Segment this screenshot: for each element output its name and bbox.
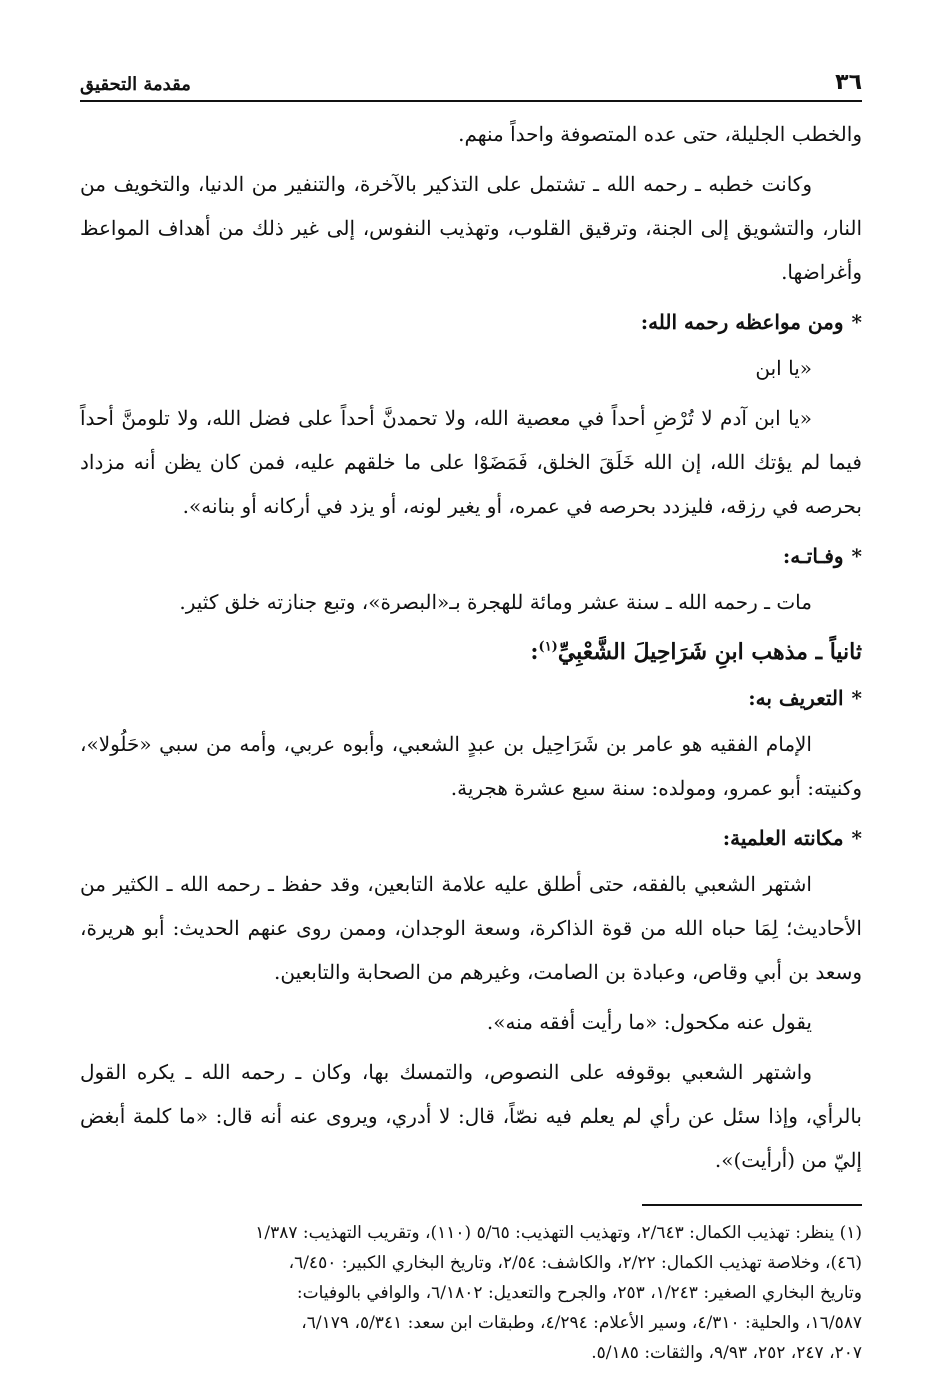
footnote-reference: (١) — [538, 639, 558, 655]
star-bullet: * — [851, 686, 862, 710]
footnote-separator — [642, 1204, 862, 1206]
heading-death-text: وفـاتـه: — [782, 544, 844, 568]
main-text — [80, 112, 862, 1182]
heading-death — [80, 534, 862, 578]
heading-definition — [80, 676, 862, 720]
heading-sermons — [80, 300, 862, 344]
document-page — [80, 56, 862, 1363]
page-number: ٣٦ — [835, 70, 862, 95]
paragraph-8: يقول عنه مكحول: «ما رأيت أفقه منه». — [486, 1010, 812, 1034]
paragraph-9: واشتهر الشعبي بوقوفه على النصوص، والتمسك بها، وكان ـ رحمه الله ـ يكره القول بالرأي، وإذا سئل عن رأي لم يعلم فيه نصّاً، قال: لا أدري، ويروى عنه أنه قال: «ما كلمة أبغض إليّ من (أرأيت)». — [80, 1060, 862, 1172]
footnote-line-5: ٢٠٧، ٢٤٧، ٢٥٢، ٩/٩٣، والثقات: ٥/١٨٥. — [591, 1343, 862, 1363]
footnote-line-2: (٤٦)، وخلاصة تهذيب الكمال: ٢/٢٢، والكاشف: ٢/٥٤، وتاريخ البخاري الكبير: ٦/٤٥٠، — [288, 1253, 862, 1273]
paragraph-5: مات ـ رحمه الله ـ سنة عشر ومائة للهجرة بـ«البصرة»، وتبع جنازته خلق كثير. — [179, 590, 812, 614]
paragraph-4: «يا ابن آدم لا تُرْضِ أحداً في معصية الله، ولا تحمدنَّ أحداً على فضل الله، ولا تلومنَّ أحداً فيما لم يؤتك الله، إن الله خَلَقَ الخلق، فَمَضَوْا على ما خلقهم عليه، فمن كان يظن أنه مزداد بحرصه في رزقه، فليزدد بحرصه في عمره، أو يغير لونه، أو يزد في أركانه أو بنانه». — [80, 406, 862, 518]
star-bullet: * — [851, 310, 862, 334]
page-header — [80, 56, 862, 102]
paragraph-2: وكانت خطبه ـ رحمه الله ـ تشتمل على التذكير بالآخرة، والتنفير من الدنيا، والتخويف من النار، والتشويق إلى الجنة، وترقيق القلوب، وتهذيب النفوس، إلى غير ذلك من أهداف المواعظ وأغراضها. — [80, 172, 862, 284]
section-title-colon: : — [530, 639, 539, 665]
section-title-text: ثانياً ـ مذهب ابنِ شَرَاحِيلَ الشَّعْبِيِّ — [557, 639, 862, 665]
footnotes — [80, 1218, 862, 1368]
footnote-line-1: (١) ينظر: تهذيب الكمال: ٢/٦٤٣، وتهذيب التهذيب: ٥/٦٥ (١١٠)، وتقريب التهذيب: ١/٣٨٧ — [255, 1223, 862, 1243]
running-title: مقدمة التحقيق — [80, 74, 191, 95]
heading-definition-text: التعريف به: — [748, 686, 844, 710]
paragraph-3: «يا ابن — [755, 356, 812, 380]
star-bullet: * — [851, 826, 862, 850]
paragraph-6: الإمام الفقيه هو عامر بن شَرَاحِيل بن عبدٍ الشعبي، وأبوه عربي، وأمه من سبي «حَلُولا»، وكنيته: أبو عمرو، ومولده: سنة سبع عشرة هجرية. — [80, 732, 862, 800]
heading-sermons-text: ومن مواعظه رحمه الله: — [640, 310, 844, 334]
footnote-line-3: وتاريخ البخاري الصغير: ١/٢٤٣، ٢٥٣، والجرح والتعديل: ٦/١٨٠٢، والوافي بالوفيات: — [296, 1283, 862, 1303]
footnote-line-4: ١٦/٥٨٧، والحلية: ٤/٣١٠، وسير الأعلام: ٤/٢٩٤، وطبقات ابن سعد: ٥/٣٤١، ٦/١٧٩، — [301, 1313, 862, 1333]
section-title — [80, 630, 862, 674]
paragraph-7: اشتهر الشعبي بالفقه، حتى أطلق عليه علامة التابعين، وقد حفظ ـ رحمه الله ـ الكثير من الأحاديث؛ لِمَا حباه الله من قوة الذاكرة، وسعة الوجدان، وممن روى عنهم الحديث: أبو هريرة، وسعد بن أبي وقاص، وعبادة بن الصامت، وغيرهم من الصحابة والتابعين. — [80, 872, 862, 984]
heading-scholarly-status-text: مكانته العلمية: — [722, 826, 844, 850]
paragraph-1: والخطب الجليلة، حتى عده المتصوفة واحداً منهم. — [458, 122, 862, 146]
heading-scholarly-status — [80, 816, 862, 860]
star-bullet: * — [851, 544, 862, 568]
